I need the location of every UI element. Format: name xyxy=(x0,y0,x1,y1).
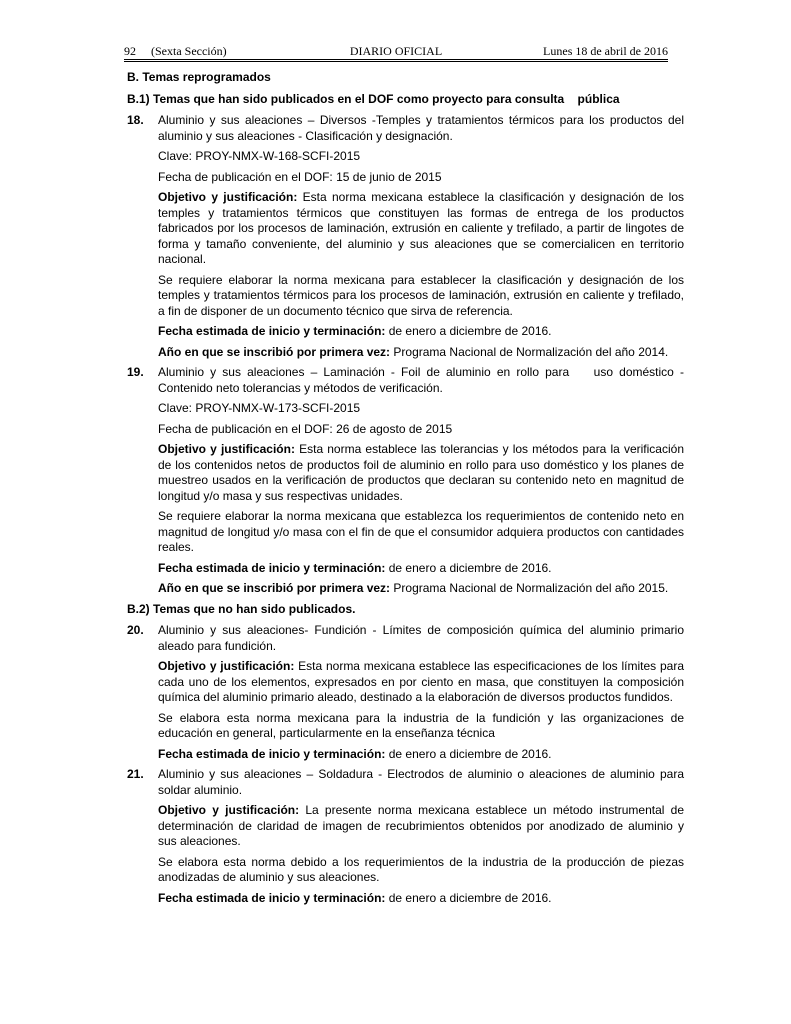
document-body xyxy=(127,70,688,911)
item-extra-text: Se elabora esta norma mexicana para la industria de la fundición y las organizaciones de educación en general, particularmente en la enseñanza técnica xyxy=(158,710,684,740)
page-number: 92 xyxy=(124,44,136,58)
objective-label: Objetivo y justificación: xyxy=(158,190,298,204)
item-estimated-dates xyxy=(158,891,684,907)
publication-date: Lunes 18 de abril de 2016 xyxy=(543,44,668,58)
objective-text: Esta norma mexicana establece la clasificación y designación de los temples y tratamientos térmicos que constituyen las formas de entrega de los productos fabricados por los procesos de laminación, extrusión en caliente y trefilado, a partir de lingotes de forma y tamaño conveniente, del aluminio y sus aleaciones que se comercialicen en territorio nacional. xyxy=(158,190,684,266)
estimated-dates-label: Fecha estimada de inicio y terminación: xyxy=(158,560,386,575)
publication-name: DIARIO OFICIAL xyxy=(349,44,443,58)
header-rule xyxy=(124,59,668,60)
item-estimated-dates xyxy=(158,561,684,577)
subsection-title-b1: B.1) Temas que han sido publicados en el DOF como proyecto para consulta pública xyxy=(127,91,620,106)
item-clave: Clave: PROY-NMX-W-168-SCFI-2015 xyxy=(158,149,361,163)
item-18 xyxy=(127,113,684,360)
item-20 xyxy=(127,623,684,762)
section-label: (Sexta Sección) xyxy=(151,44,227,58)
subsection-title-b2: B.2) Temas que no han sido publicados. xyxy=(127,601,356,616)
item-registration-year xyxy=(158,345,684,361)
estimated-dates-text: de enero a diciembre de 2016. xyxy=(385,746,552,761)
objective-label: Objetivo y justificación: xyxy=(158,659,295,673)
estimated-dates-label: Fecha estimada de inicio y terminación: xyxy=(158,324,386,338)
item-number: 20. xyxy=(127,623,144,637)
item-objective xyxy=(158,803,684,850)
objective-label: Objetivo y justificación: xyxy=(158,442,295,456)
item-publication-date: Fecha de publicación en el DOF: 26 de agosto de 2015 xyxy=(158,421,453,436)
item-title: Aluminio y sus aleaciones – Laminación - Foil de aluminio en rollo para uso doméstico - Contenido neto tolerancias y métodos de verificación. xyxy=(158,365,688,395)
item-extra-text: Se elabora esta norma debido a los requerimientos de la industria de la producción de piezas anodizadas de aluminio y sus aleaciones. xyxy=(158,854,684,884)
item-registration-year xyxy=(158,581,684,597)
item-title: Aluminio y sus aleaciones- Fundición - Límites de composición química del aluminio primario aleado para fundición. xyxy=(158,623,684,653)
item-title: Aluminio y sus aleaciones – Soldadura - Electrodos de aluminio o aleaciones de aluminio para soldar aluminio. xyxy=(158,767,684,797)
item-21 xyxy=(127,767,684,906)
objective-text: La presente norma mexicana establece un método instrumental de determinación de claridad de imagen de recubrimientos obtenidos por anodizado de aluminio y sus aleaciones. xyxy=(158,803,685,848)
registration-year-text: Programa Nacional de Normalización del año 2015. xyxy=(390,581,669,595)
objective-text: Esta norma mexicana establece las especificaciones de los límites para cada uno de los elementos, expresados en por ciento en masa, que constituyen la composición química del aluminio primario aleado, destinado a la elaboración de diversos productos fundidos. xyxy=(158,659,685,704)
item-estimated-dates xyxy=(158,324,684,340)
item-clave: Clave: PROY-NMX-W-173-SCFI-2015 xyxy=(158,401,361,415)
item-19 xyxy=(127,365,688,597)
item-number: 18. xyxy=(127,113,144,127)
item-estimated-dates xyxy=(158,747,684,763)
estimated-dates-text: de enero a diciembre de 2016. xyxy=(385,324,552,338)
item-objective xyxy=(158,190,684,268)
estimated-dates-text: de enero a diciembre de 2016. xyxy=(385,560,552,575)
header-rule-double xyxy=(124,61,668,62)
item-extra-text: Se requiere elaborar la norma mexicana para establecer la clasificación y designación de los temples y tratamientos térmicos para los procesos de laminación, extrusión en caliente y trefilado, a fin de disponer de un documento técnico que sirva de referencia. xyxy=(158,272,684,318)
estimated-dates-label: Fecha estimada de inicio y terminación: xyxy=(158,890,386,905)
item-title: Aluminio y sus aleaciones – Diversos -Temples y tratamientos térmicos para los productos del aluminio y sus aleaciones - Clasificación y designación. xyxy=(158,113,684,143)
section-title: B. Temas reprogramados xyxy=(127,70,271,84)
registration-year-label: Año en que se inscribió por primera vez: xyxy=(158,581,391,595)
item-number: 19. xyxy=(127,365,144,379)
estimated-dates-label: Fecha estimada de inicio y terminación: xyxy=(158,746,386,761)
estimated-dates-text: de enero a diciembre de 2016. xyxy=(385,890,552,905)
registration-year-label: Año en que se inscribió por primera vez: xyxy=(158,344,391,359)
item-publication-date: Fecha de publicación en el DOF: 15 de junio de 2015 xyxy=(158,169,442,184)
objective-label: Objetivo y justificación: xyxy=(158,803,300,817)
item-number: 21. xyxy=(127,767,144,781)
item-objective xyxy=(158,659,684,706)
item-extra-text: Se requiere elaborar la norma mexicana que establezca los requerimientos de contenido neto en magnitud de longitud y/o masa con el fin de que el consumidor adquiera productos con cantidades reales. xyxy=(158,509,684,554)
objective-text: Esta norma establece las tolerancias y los métodos para la verificación de los contenidos netos de productos foil de aluminio en rollo para uso doméstico y los planes de muestreo usados en la verificación de productos que declaran su contenido neto en magnitud de longitud y/o masa y sus respectivas unidades. xyxy=(158,442,684,503)
item-objective xyxy=(158,442,684,504)
registration-year-text: Programa Nacional de Normalización del año 2014. xyxy=(390,344,669,359)
